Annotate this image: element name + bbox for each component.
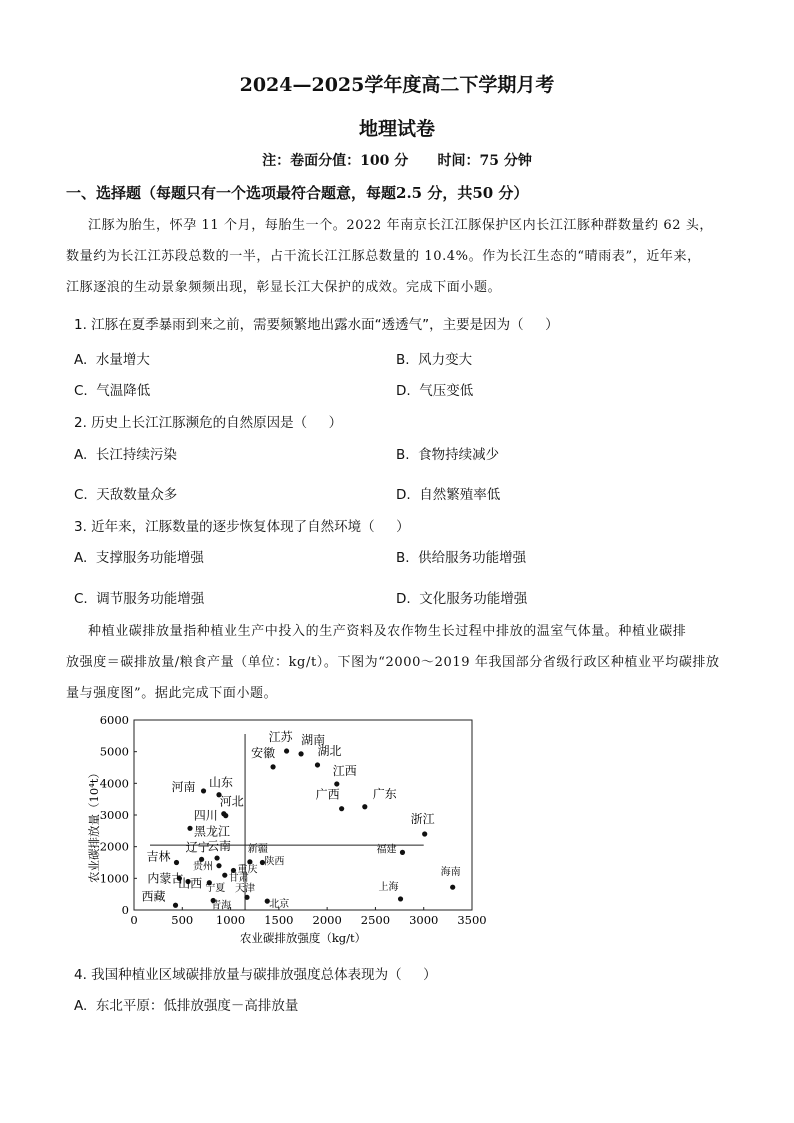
- point-label: 甘肃: [228, 873, 249, 885]
- point-label: 四川: [193, 808, 218, 823]
- point-label: 内蒙古: [147, 871, 184, 886]
- point-label: 山东: [208, 775, 233, 790]
- y-tick-label: 3000: [99, 808, 129, 822]
- point-label: 海南: [440, 867, 461, 879]
- point-label: 江苏: [268, 730, 293, 745]
- point-label: 河南: [171, 779, 196, 794]
- point-label: 上海: [378, 881, 399, 893]
- question-option: A. 东北平原：低排放强度－高排放量: [74, 998, 299, 1014]
- point-label: 辽宁: [185, 840, 210, 855]
- point-label: 青海: [211, 900, 232, 912]
- question-stem: 1. 江豚在夏季暴雨到来之前，需要频繁地出露水面“透透气”，主要是因为（ ）: [74, 317, 559, 333]
- exam-title: 2024—2025学年度高二下学期月考: [239, 74, 555, 96]
- data-point: [334, 781, 339, 786]
- data-point: [201, 788, 206, 793]
- section-heading: 一、选择题（每题只有一个选项最符合题意，每题2.5 分，共50 分）: [66, 184, 529, 202]
- point-label: 广东: [372, 786, 397, 801]
- question-option: B. 风力变大: [396, 352, 473, 368]
- point-label: 贵州: [192, 861, 213, 873]
- x-tick-label: 0: [130, 913, 138, 927]
- question-option: B. 供给服务功能增强: [396, 550, 527, 566]
- data-point: [187, 826, 192, 831]
- y-tick-label: 1000: [99, 871, 129, 886]
- question-option: D. 自然繁殖率低: [396, 487, 501, 503]
- question-option: C. 气温降低: [74, 383, 151, 399]
- question-stem: 2. 历史上长江江豚濒危的自然原因是（ ）: [74, 415, 343, 431]
- data-point: [422, 831, 427, 836]
- data-point: [284, 748, 289, 753]
- question-stem: 4. 我国种植业区域碳排放量与碳排放强度总体表现为（ ）: [74, 967, 437, 983]
- data-point: [270, 764, 275, 769]
- question-option: B. 食物持续减少: [396, 447, 500, 463]
- passage2-line: 量与强度图”。据此完成下面小题。: [66, 686, 278, 701]
- carbon-emission-scatter-chart: [84, 708, 504, 958]
- y-tick-label: 0: [121, 903, 129, 917]
- data-point: [362, 804, 367, 809]
- data-point: [173, 903, 178, 908]
- point-label: 山西: [178, 876, 203, 891]
- x-tick-label: 1000: [215, 913, 246, 927]
- point-label: 新疆: [247, 843, 268, 855]
- exam-subject: 地理试卷: [358, 118, 435, 140]
- point-label: 天津: [234, 883, 255, 895]
- question-option: C. 天敌数量众多: [74, 487, 178, 503]
- data-point: [298, 751, 303, 756]
- data-point: [222, 873, 227, 878]
- point-label: 宁夏: [205, 882, 226, 894]
- data-point: [315, 762, 320, 767]
- point-label: 湖南: [301, 732, 326, 747]
- x-tick-label: 2000: [312, 913, 342, 927]
- passage1-line: 数量约为长江江苏段总数的一半，占干流长江江豚总数量的 10.4%。作为长江生态的“晴雨表”，近年来，: [66, 249, 701, 264]
- passage1-line: 江豚为胎生，怀孕 11 个月，每胎生一个。2022 年南京长江江豚保护区内长江江豚种群数量约 62 头，: [88, 218, 714, 233]
- question-option: D. 文化服务功能增强: [396, 591, 528, 607]
- question-option: C. 调节服务功能增强: [74, 591, 205, 607]
- y-tick-label: 5000: [99, 744, 129, 759]
- y-tick-label: 2000: [99, 839, 129, 854]
- data-point: [398, 896, 403, 901]
- question-option: A. 水量增大: [74, 352, 150, 368]
- point-label: 陕西: [264, 856, 285, 868]
- data-point: [400, 850, 405, 855]
- data-point: [174, 860, 179, 865]
- question-option: A. 长江持续污染: [74, 447, 177, 463]
- question-option: D. 气压变低: [396, 383, 474, 399]
- passage2-line: 放强度＝碳排放量/粮食产量（单位：kg/t）。下图为“2000～2019 年我国部分省级行政区种植业平均碳排放: [66, 655, 720, 670]
- data-point: [223, 813, 228, 818]
- point-label: 安徽: [251, 745, 276, 760]
- point-label: 广西: [315, 787, 340, 802]
- x-tick-label: 3000: [409, 913, 439, 927]
- x-tick-label: 500: [171, 913, 194, 927]
- data-point: [450, 885, 455, 890]
- y-axis-label: 农业碳排放量（10⁴t）: [87, 767, 101, 883]
- passage1-line: 江豚逐浪的生动景象频频出现，彰显长江大保护的成效。完成下面小题。: [66, 280, 502, 295]
- point-label: 湖北: [317, 743, 342, 758]
- data-point: [244, 895, 249, 900]
- point-label: 云南: [207, 839, 232, 854]
- data-point: [216, 863, 221, 868]
- point-label: 重庆: [237, 864, 258, 876]
- data-point: [214, 855, 219, 860]
- point-label: 江西: [332, 763, 357, 778]
- exam-note: 注：卷面分值：100 分 时间：75 分钟: [262, 153, 532, 169]
- question-stem: 3. 近年来，江豚数量的逐步恢复体现了自然环境（ ）: [74, 519, 410, 535]
- point-label: 黑龙江: [194, 824, 231, 839]
- data-point: [339, 806, 344, 811]
- point-label: 福建: [376, 844, 397, 856]
- x-tick-label: 3500: [457, 913, 487, 927]
- x-tick-label: 1500: [264, 913, 294, 927]
- question-option: A. 支撑服务功能增强: [74, 550, 204, 566]
- y-tick-label: 4000: [99, 776, 129, 791]
- x-axis-label: 农业碳排放强度（kg/t）: [239, 931, 367, 945]
- passage2-line: 种植业碳排放量指种植业生产中投入的生产资料及农作物生长过程中排放的温室气体量。种植业碳排: [88, 624, 687, 639]
- y-tick-label: 6000: [99, 713, 129, 727]
- point-label: 河北: [219, 794, 244, 809]
- point-label: 北京: [269, 899, 290, 911]
- point-label: 吉林: [146, 849, 171, 864]
- x-tick-label: 2500: [360, 913, 391, 927]
- data-points: [142, 730, 461, 911]
- point-label: 西藏: [141, 889, 166, 904]
- point-label: 浙江: [410, 812, 435, 826]
